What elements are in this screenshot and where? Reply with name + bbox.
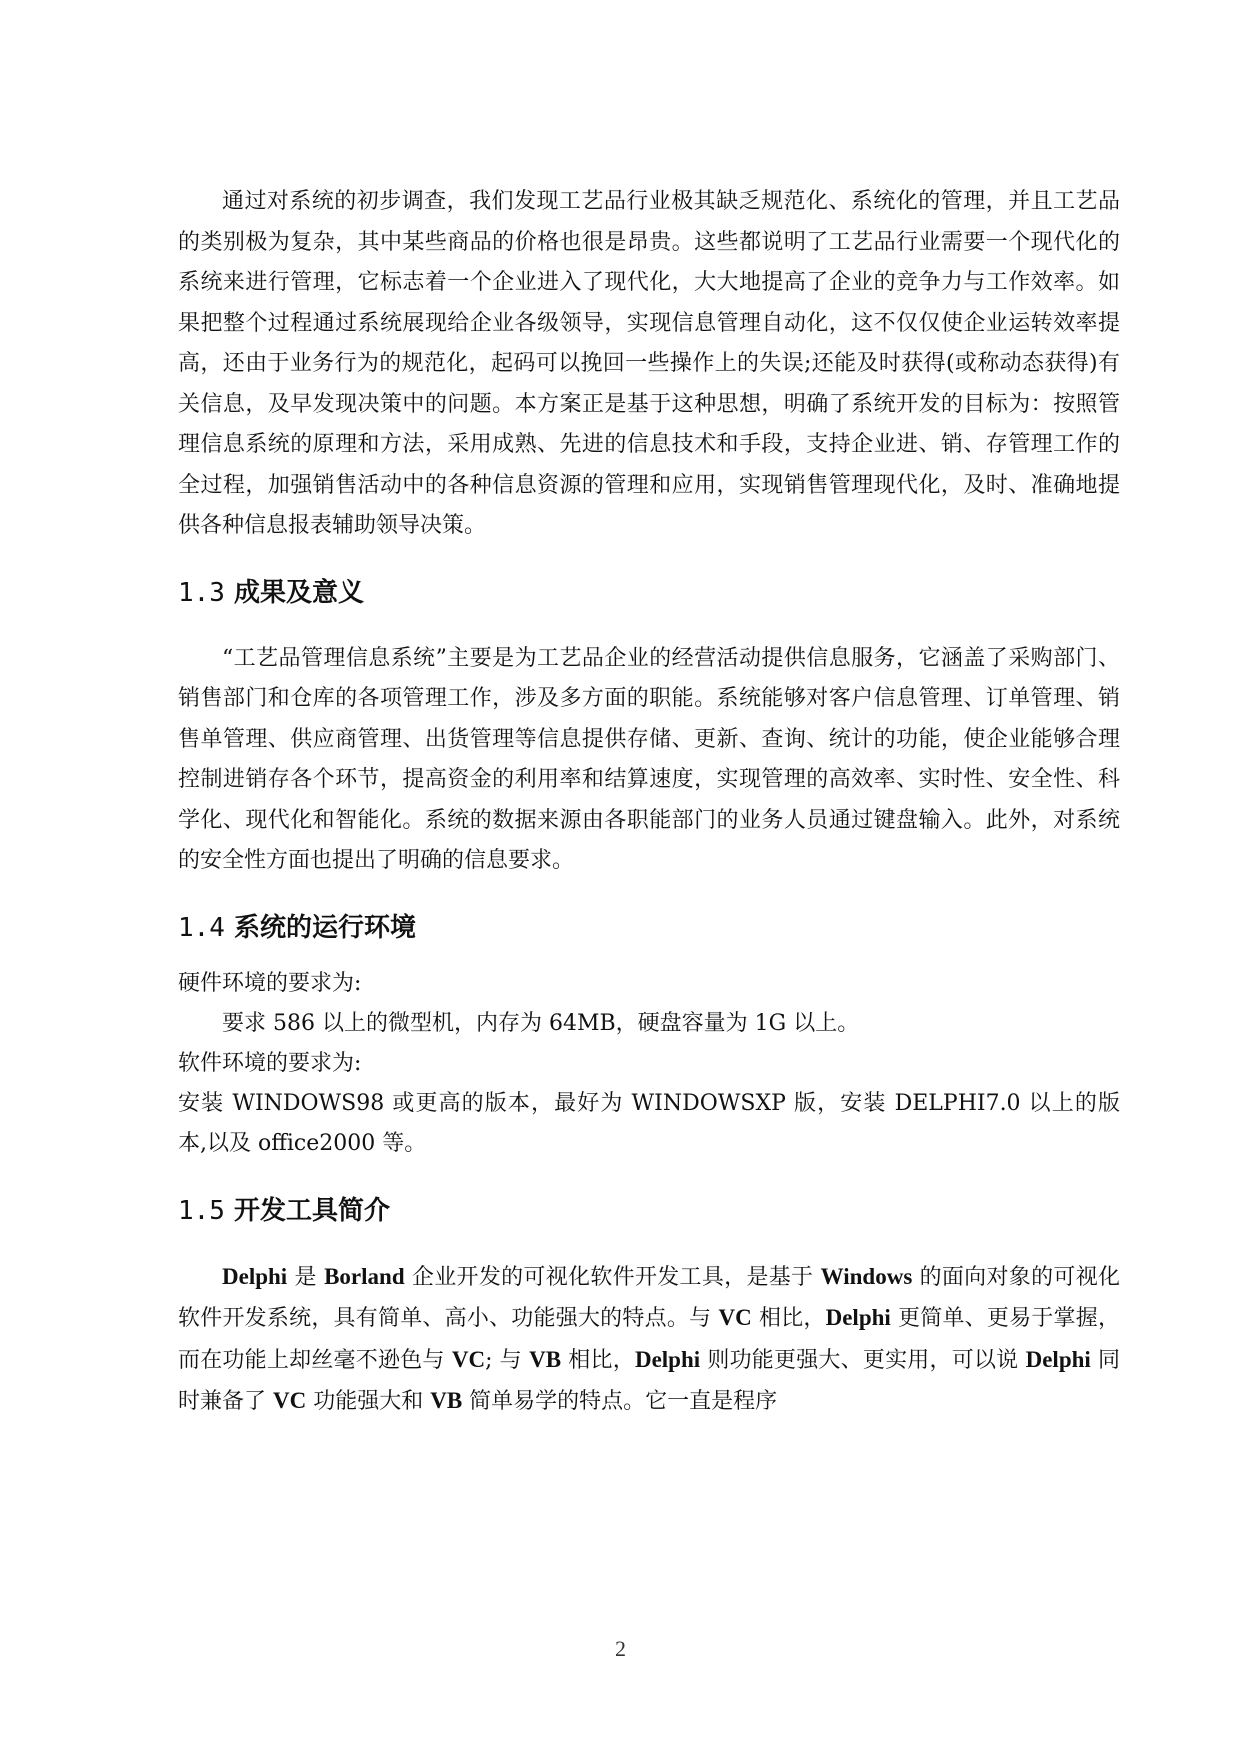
section-title: 开发工具简介 bbox=[234, 1195, 391, 1226]
section-1-3-paragraph: “工艺品管理信息系统”主要是为工艺品企业的经营活动提供信息服务，它涵盖了采购部门、销售部门和仓库的各项管理工作，涉及多方面的职能。系统能够对客户信息管理、订单管理、销售单管理、供应商管理、出货管理等信息提供存储、更新、查询、统计的功能，使企业能够合理控制进销存各个环节，提高资金的利用率和结算速度，实现管理的高效率、实时性、安全性、科学化、现代化和智能化。系统的数据来源由各职能部门的业务人员通过键盘输入。此外，对系统的安全性方面也提出了明确的信息要求。 bbox=[178, 645, 1120, 873]
text-run: 简单易学的特点。它一直是程序 bbox=[462, 1389, 778, 1414]
section-title: 系统的运行环境 bbox=[234, 912, 417, 943]
section-number: 1.3 bbox=[178, 577, 225, 608]
text-run: 相比， bbox=[751, 1306, 826, 1331]
page-number: 2 bbox=[615, 1636, 626, 1661]
term-vc: VC bbox=[718, 1305, 752, 1330]
text-run: 是 bbox=[287, 1264, 325, 1290]
text-run: 同时兼备了 bbox=[178, 1347, 1121, 1414]
text-run: 的面向对象的可视化软件开发系统，具有简单、高小、功能强大的特点。与 bbox=[178, 1264, 1120, 1331]
section-1-4-heading bbox=[178, 908, 1120, 948]
section-number: 1.5 bbox=[178, 1195, 225, 1226]
text-run: 则功能更强大、更实用，可以说 bbox=[700, 1347, 1026, 1373]
hardware-requirement: 要求 586 以上的微型机，内存为 64MB，硬盘容量为 1G 以上。 bbox=[222, 1010, 860, 1036]
text-run: 更简单、更易于掌握，而在功能上却丝毫不逊色与 bbox=[178, 1306, 1120, 1373]
section-1-5-heading bbox=[178, 1191, 1120, 1231]
term-windows: Windows bbox=[820, 1263, 913, 1289]
term-vc: VC bbox=[273, 1388, 307, 1413]
page-content bbox=[178, 182, 1120, 1423]
software-requirement: 安装 WINDOWS98 或更高的版本，最好为 WINDOWSXP 版，安装 DELPHI7.0 以上的版本,以及 office2000 等。 bbox=[178, 1090, 1120, 1156]
term-vb: VB bbox=[529, 1346, 562, 1372]
term-delphi: Delphi bbox=[825, 1305, 891, 1330]
hardware-label: 硬件环境的要求为: bbox=[178, 970, 362, 996]
text-run: 相比， bbox=[561, 1347, 635, 1373]
term-delphi: Delphi bbox=[634, 1346, 701, 1372]
section-number: 1.4 bbox=[178, 912, 225, 943]
term-delphi: Delphi bbox=[222, 1263, 288, 1289]
software-label: 软件环境的要求为: bbox=[178, 1050, 362, 1076]
section-1-5-paragraph bbox=[178, 1257, 1120, 1423]
intro-paragraph: 通过对系统的初步调查，我们发现工艺品行业极其缺乏规范化、系统化的管理，并且工艺品的类别极为复杂，其中某些商品的价格也很是昂贵。这些都说明了工艺品行业需要一个现代化的系统来进行管理，它标志着一个企业进入了现代化，大大地提高了企业的竞争力与工作效率。如果把整个过程通过系统展现给企业各级领导，实现信息管理自动化，这不仅仅使企业运转效率提高，还由于业务行为的规范化，起码可以挽回一些操作上的失误;还能及时获得(或称动态获得)有关信息，及早发现决策中的问题。本方案正是基于这种思想，明确了系统开发的目标为：按照管理信息系统的原理和方法，采用成熟、先进的信息技术和手段，支持企业进、销、存管理工作的全过程，加强销售活动中的各种信息资源的管理和应用，实现销售管理现代化，及时、准确地提供各种信息报表辅助领导决策。 bbox=[178, 189, 1120, 538]
term-vc: VC bbox=[451, 1346, 486, 1372]
term-vb: VB bbox=[430, 1388, 463, 1413]
term-delphi: Delphi bbox=[1025, 1346, 1091, 1372]
text-run: 功能强大和 bbox=[306, 1389, 431, 1414]
section-title: 成果及意义 bbox=[234, 577, 365, 608]
section-1-3-heading bbox=[178, 573, 1120, 613]
text-run: ; 与 bbox=[485, 1347, 530, 1373]
term-borland: Borland bbox=[324, 1263, 405, 1289]
text-run: 企业开发的可视化软件开发工具，是基于 bbox=[404, 1264, 821, 1290]
